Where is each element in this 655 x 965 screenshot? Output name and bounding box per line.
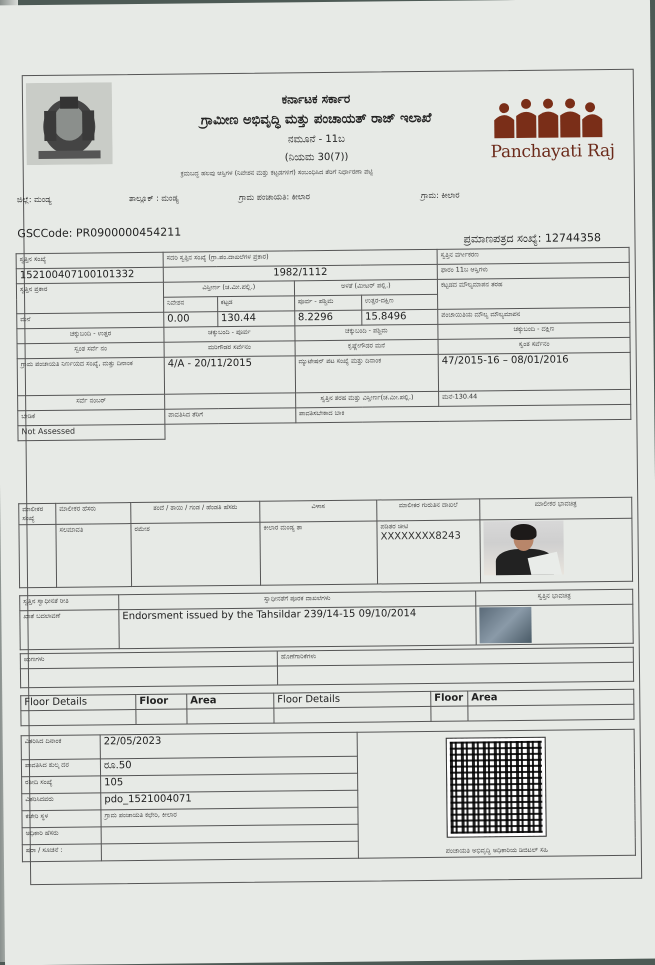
owner-table <box>18 497 633 588</box>
issue-table <box>21 729 636 862</box>
issue-date: 22/05/2023 <box>100 732 357 759</box>
rule-number: (ನಿಯಮ 30(7)) <box>284 151 349 164</box>
valuation-type: ಪಂಚಾಯಿತಿಯ ಮೌಲ್ಯ ಮೌಲ್ಯಮಾಪನ <box>438 307 630 324</box>
demand-label: ಬೇಡಿಕೆ <box>18 409 165 426</box>
north-south-value: 15.8496 <box>362 309 438 325</box>
resolution-value: 4/A - 20/11/2015 <box>164 356 295 394</box>
floor-details-header-2: Floor Details <box>274 691 431 708</box>
receipt-label: ರಶೀದಿ ಸಂಖ್ಯೆ <box>22 776 101 794</box>
issued-by-label: ವಿತರಿಸಿದವರು <box>22 793 101 811</box>
owner-relation: ರಮೇಶ <box>131 522 261 586</box>
east-west-label: ಪೂರ್ವ - ಪಶ್ಚಿಮ <box>294 295 361 311</box>
owner-name-header: ಮಾಲೀಕರ ಹೆಸರು <box>56 503 131 525</box>
east-boundary: ಮರಿಗೌಡರ ಸರ್ವೆನಂ <box>164 341 295 357</box>
district: ಜಿಲ್ಲೆ: ಮಂಡ್ಯ <box>16 194 52 205</box>
area-header-2: Area <box>468 689 634 706</box>
floor-header-2: Floor <box>431 691 468 706</box>
owner-no-header: ಮಾಲೀಕರ ಸಂಖ್ಯೆ <box>19 503 56 524</box>
floor-details-header-1: Floor Details <box>21 695 136 711</box>
note-label: ಷರಾ / ಸೂಚನೆ : <box>22 844 101 862</box>
east-boundary-label: ಚಕ್ಕುಬಂದಿ - ಪೂರ್ವ <box>164 326 295 342</box>
floor-header-1: Floor <box>136 694 187 710</box>
building-area: 130.44 <box>217 311 294 327</box>
classification-label: ಸ್ವತ್ತಿನ ವರ್ಗೀಕರಣ <box>437 247 629 264</box>
north-boundary-label: ಚಕ್ಕುಬಂದಿ - ಉತ್ತರ <box>17 327 164 344</box>
old-number: 1982/1112 <box>163 264 437 282</box>
old-number-label: ಸದರಿ ಸ್ವತ್ತಿನ ಸಂಖ್ಯೆ (ಗ್ರಾ.ಪಂ.ದಾಖಲೆಗಳ ಪ್ರಕಾರ) <box>163 249 437 267</box>
owner-name: ಸಲಮಾವತಿ <box>56 524 132 588</box>
property-photo <box>479 607 531 644</box>
ec-value: 47/2015-16 – 08/01/2016 <box>438 352 630 391</box>
issued-by: pdo_1521004071 <box>101 790 358 810</box>
acquisition-table <box>19 589 634 650</box>
acquisition-doc-label: ಸ್ವಾಧೀನತೆಗೆ ಪೂರಕ ದಾಖಲೆಗಳು <box>119 591 476 610</box>
east-west-value: 8.2296 <box>294 310 361 326</box>
property-id-label: ಸ್ವತ್ತಿನ ಸಂಖ್ಯೆ <box>16 252 163 269</box>
west-boundary: ಕೃಷ್ಣೇಗೌಡರ ಮನೆ <box>295 339 438 356</box>
village: ಗ್ರಾಮ: ಕೀಲಾರ <box>420 190 460 201</box>
owner-id-type: ಪಡಿತರ ಚೀಟಿ <box>380 522 409 531</box>
acquisition-doc: Endorsment issued by the Tahsildar 239/14-15 09/10/2014 <box>119 606 476 649</box>
floor-table <box>20 689 634 726</box>
survey-label: ಸರ್ವೆ ನಂಬರ್ <box>18 394 165 411</box>
south-boundary: ಸ್ವಂತ ಸರ್ವೆನಂ <box>438 337 630 354</box>
certificate-number: ಪ್ರಮಾಣಪತ್ರದ ಸಂಖ್ಯೆ: 12744358 <box>463 231 602 246</box>
gsc-code: GSCCode: PR0900000454211 <box>17 225 182 241</box>
assessment-status: Not Assessed <box>18 424 165 441</box>
govt-title: ಕರ್ನಾಟಕ ಸರ್ಕಾರ <box>281 91 351 107</box>
owner-relation-header: ತಂದೆ / ತಾಯಿ / ಗಂಡ / ಹೆಂಡತಿ ಹೆಸರು <box>131 501 260 523</box>
owner-address-header: ವಿಳಾಸ <box>260 500 377 522</box>
west-boundary-label: ಚಕ್ಕುಬಂದಿ - ಪಶ್ಚಿಮ <box>295 324 438 341</box>
building-label: ಕಟ್ಟಡ <box>217 296 294 312</box>
owner-id-number: XXXXXXXX8243 <box>380 530 461 543</box>
liabilities-table <box>20 647 634 688</box>
panchayati-raj-text: Panchayati Raj <box>490 140 615 163</box>
resolution-label: ಗ್ರಾಮ ಪಂಚಾಯತಿ ನಿರ್ಣಯದ ಸಂಖ್ಯೆ, ಮತ್ತು ದಿನಾಂಕ <box>17 357 164 396</box>
site-area: 0.00 <box>164 312 218 328</box>
area-label: ವಿಸ್ತೀರ್ಣ (ಚ.ಮೀ.ಪಲ್ಲಿ.) <box>163 281 294 297</box>
receipt-value: 105 <box>101 773 358 793</box>
north-boundary: ಸ್ವಂತ ಸರ್ವೆ ನಂ <box>17 342 164 359</box>
gram-panchayat: ಗ್ರಾಮ ಪಂಚಾಯತಿ: ಕೀಲಾರ <box>238 192 311 202</box>
property-type: ಮನೆ <box>17 312 164 329</box>
fee-value: ರೂ.50 <box>100 756 357 776</box>
department-title: ಗ್ರಾಮೀಣ ಅಭಿವೃದ್ಧಿ ಮತ್ತು ಪಂಚಾಯತ್ ರಾಜ್ ಇಲಾಖೆ <box>200 110 432 129</box>
ec-label: ಮ್ಯುಟೇಷನ್ ಪಟ ಸಂಖ್ಯೆ ಮತ್ತು ದಿನಾಂಕ <box>295 354 439 392</box>
survey-area-value: ಮನೆ-130.44 <box>439 389 631 406</box>
valuation-label: ಕಟ್ಟಡದ ಮೌಲ್ಯಮಾಪನ ತರಹ <box>437 277 629 309</box>
encumbrance-label: ಋಣಗಳು <box>20 651 277 669</box>
qr-code-icon <box>447 738 546 837</box>
acquisition-method-label: ಸ್ವತ್ತಿನ ಸ್ವಾಧೀನತೆ ರೀತಿ <box>20 595 119 611</box>
property-photo-label: ಸ್ವತ್ತಿನ ಭಾವಚಿತ್ರ <box>476 589 633 606</box>
owner-address: ಕೀಲಾರ ಮಂಡ್ಯ ತಾ <box>260 521 378 585</box>
form-description: ಕ್ರಮಬದ್ಧ ಹಲವು ಆಸ್ತಿಗಳ (ನಿವೇಶನ ಮತ್ತು ಕಟ್ಟಡಗಳಿಗೆ) ಸಂಬಂಧಿಸಿದ ತೆರಿಗೆ ನಿರ್ಧಾರಣಾ ಪಟ್ಟಿ <box>180 167 373 178</box>
balance-label: ಪಾವತಿಸಬೇಕಾದ ಬಾಕಿ <box>295 404 630 423</box>
karnataka-emblem-icon <box>26 82 113 165</box>
property-type-label: ಸ್ವತ್ತಿನ ಪ್ರಕಾರ <box>16 282 163 314</box>
issue-date-label: ವಿತರಿಸಿದ ದಿನಾಂಕ <box>21 735 100 760</box>
fee-label: ಪಾವತಿಸಿದ ಶುಲ್ಕ ದರ <box>21 759 100 777</box>
classification: ಫಾರಂ 11ಬ ಆಸ್ತಿಗಳು <box>437 262 629 279</box>
taluk: ತಾಲ್ಲೂಕ್ : ಮಂಡ್ಯ <box>128 193 179 204</box>
owner-id-header: ಮಾಲೀಕರ ಗುರುತಿನ ದಾಖಲೆ <box>377 499 480 521</box>
north-south-label: ಉತ್ತರ-ದಕ್ಷಿಣ <box>361 294 437 310</box>
office-value: ಗ್ರಾಮ ಪಂಚಾಯತಿ ಕಛೇರಿ, ಕೀಲಾರ <box>101 807 358 827</box>
office-label: ಕಚೇರಿ ಸ್ಥಳ <box>22 810 101 828</box>
site-label: ನಿವೇಶನ <box>164 297 218 313</box>
area-header-1: Area <box>187 693 274 709</box>
owner-photo-header: ಮಾಲೀಕರ ಭಾವಚಿತ್ರ <box>480 497 632 520</box>
officer-name-label: ಅಧಿಕಾರಿ ಹೆಸರು <box>22 827 101 845</box>
digital-signature: ಪಂಚಾಯತಿ ಅಭಿವೃದ್ಧಿ ಅಧಿಕಾರಿಯ ಡಿಜಿಟಲ್ ಸಹಿ <box>445 845 549 855</box>
south-boundary-label: ಚಕ್ಕುಬಂದಿ - ದಕ್ಷಿಣ <box>438 322 630 339</box>
survey-area-label: ಸ್ವತ್ತಿನ ತರಹ ಮತ್ತು ವಿಸ್ತೀರ್ಣ(ಚ.ಮೀ.ಪಲ್ಲಿ.) <box>295 391 438 408</box>
form-number: ನಮೂನೆ - 11ಬ <box>287 133 345 146</box>
property-table <box>16 247 632 441</box>
liabilities-label: ಹೊಣೆಗಾರಿಕೆಗಳು <box>277 647 633 666</box>
property-id: 152100407100101332 <box>16 267 163 284</box>
acquisition-method: ಖಾತೆ ಬದಲಾವಣೆ <box>20 610 119 650</box>
owner-photo <box>483 521 564 576</box>
paid-label: ಪಾವತಿಸಿದ ತೆರಿಗೆ <box>165 408 296 424</box>
dimension-label: ಅಳತೆ (ಮೀಟರ್ ಪಲ್ಲಿ.) <box>294 279 437 296</box>
